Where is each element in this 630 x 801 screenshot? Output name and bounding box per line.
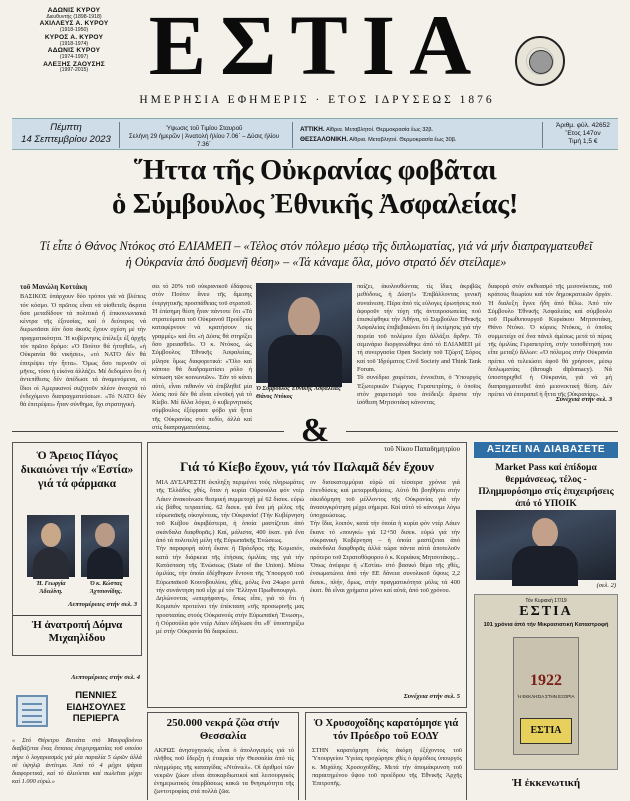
photo-kostas	[81, 515, 129, 577]
promo-title: ΕΣΤΙΑ	[519, 604, 573, 619]
perierga-title[interactable]: ΠΕΝΝΙΕΣ ΕΙΔΗΣΟΥΛΕΣ ΠΕΡΙΕΡΓΑ	[66, 690, 126, 724]
issue-price: Τιμή 1,5 €	[568, 138, 598, 145]
founder: ΑΧΙΛΛΕΥΣ Α. ΚΥΡΟΥ (1918-1950)	[39, 20, 109, 34]
book-label: ΕΣΤΙΑ	[520, 718, 572, 744]
sun-times: Σελήνη 29 ἡμερῶν | Ἀνατολή ἡλίου 7.06΄ – Δύσις ἡλίου 7.36΄	[128, 133, 280, 148]
aksizei-header: ΑΞΙΖΕΙ ΝΑ ΔΙΑΒΑΣΕΤΕ	[474, 442, 618, 458]
photo-ntokos	[256, 283, 352, 383]
feast-sun-info	[124, 125, 284, 149]
main-col-1: τοῦ Μανώλη Κοττάκη ΒΑΣΙΚΟΣ ὑπάρχουν δύο τρόποι γιά νά βλέπεις τόν κόσμο. Ὁ πρῶτος εἶναι νά υἱοθετεῖς ἄκριτα ὅσα μεταδίδουν τά πολιτικά ἤ ἐπικοινωνιακά κέντρα τῆς ἐξουσίας, καί ὁ δεύτερος νά διερωτᾶσαι ἐάν ὅσα ἀκοῦς ἔχουν σχέση μέ τήν πραγματικότητα. Ἡ κυβέρνησις ἐπέλεξε ἐξ ἀρχῆς τόν πρῶτο δρόμο: «Ὁ Πούτιν θά ἡττηθεῖ», «ἡ Οὐκρανία θά νικήσει», «τό ΝΑΤΟ δέν θά ἐπιτρέψει τήν ἧττα». Ὅμως ὅσο περνοῦν οἱ μῆνες, τόσο ἡ εἰκόνα ἀλλάζει. Μέ δεδομένο ὅτι ἡ ἀντεπίθεσις δέν ἀπέδωσε τά ἀναμενόμενα, οἱ ἴδιοι οἱ Ἀμερικανοί συζητοῦν πλέον ἀνοιχτά τό ἐνδεχόμενο διαπραγματεύσεων. «Τό ΝΑΤΟ δέν θά ἐπιτρέψει» ἦταν σύνθημα, ὄχι στρατηγική.	[20, 283, 146, 409]
perierga-text: « Στό Θέρετρο Βιτεάτα στό Μαυροβούνιο διαβάζεται ἕνας ἔπταιος ἐπιχειρηματίας τοῦ οποίου πήρε ὁ λογαριασμός γιά μία παραλία 5 ὡρῶν ἀλλά σὲ ὑψηλῷ ἀντίτιμο. Ἀπό τό 4 μέχρι ψάρια διαφορετικά, καί τό ἀλιεύεται καί πωλεῖται μέχρι καί 1.000 εὐρώ.»	[12, 737, 142, 786]
seal-logo-icon	[515, 36, 565, 86]
main-continued[interactable]: Συνέχεια στήν σελ. 3	[555, 396, 612, 403]
newspaper-icon	[16, 695, 48, 727]
info-bar	[12, 118, 618, 150]
promo-small: Τόν Κυριακή 17/19	[525, 598, 567, 604]
damon-title[interactable]: Ἡ ἀνατροπή Δόμνα Μιχαηλίδου	[31, 619, 123, 644]
divider	[13, 615, 141, 616]
areios-title[interactable]: Ὁ Ἄρειος Πάγος δικαιώνει τήν «Ἑστία» γιά τά φάρμακα	[20, 450, 134, 490]
xrysoxoidis-text: ΣΤΗΝ καρατόμηση ἑνός ἀκόμη ἐξέχοντος τοῦ Ὑπουργείου Ὑγείας προχώρησε χθές ὁ ἁρμόδιος ὑπουργός κ. Μιχάλης Χρυσοχοΐδης. Μετά τήν ἀπομάκρυνση τοῦ παραιτημένου ὕψου τοῦ προέδρου τῆς Ἐθνικῆς Ἀρχῆς Ἐπιτροπῆς.	[312, 747, 462, 788]
book-promo[interactable]	[474, 594, 618, 770]
date-block	[18, 122, 114, 146]
divider	[542, 122, 543, 148]
promo-sub: 101 χρόνια ἀπό τήν Μικρασιατική Καταστροφή	[483, 622, 609, 628]
kievo-box	[147, 442, 467, 708]
kievo-title[interactable]: Γιά τό Κίεβο ἔχουν, γιά τόν Παλαμᾶ δέν ἔχουν	[180, 459, 434, 474]
founder: ΑΛΕΞΗΣ ΖΑΟΥΣΗΣ (1997-2015)	[43, 60, 105, 74]
weather	[300, 125, 515, 145]
kievo-col-1: ΜΙΑ ΔΥΣΑΡΕΣΤΗ ἐκπληξη περιμένει τούς πληρωμάτες τῆς Ἑλλάδος χθές, ὅταν ἡ κυρία Οὐρσούλα φόν ντέρ Λάιεν ἀνακοίνωσε θεσμική συμμετοχή μέ 62 δισεκ. εὐρώ εἰς βάθος τετραετίας. 62 δισεκ. γιά ἕνα μή μέλος τῆς εὐρωπαϊκῆς οἰκογένειας, τήν Οὐκρανία! (Τήν Κυβέρνηση τοῦ Κιέβου ἀκριβέστερα, ἡ ὁποία μαστίζεται ἀπό σκάνδαλα διαφθορᾶς.) Καί, μάλιστα, 400 ἑκατ. γιά ἕνα ἀπό τά πολυτελή μέλη τῆς Εὐρωπαϊκῆς Ἐνώσεως. Τήν παραφορή αὐτή ἔκανε ἡ Πρόεδρος τῆς Κομισιόν, κατά τήν διάρκεια τῆς ἐτήσιας ὁμιλίας της γιά τήν Κατάσταση τῆς Ἐνώσεως (State of the Union). Μέσω ὁμιλίας, τήν ὁποία ἐδέχθηκαν ἔντονα τῆς Ὑπουργοῦ τοῦ Εὐρωπαϊκοῦ Κοινοβουλίου, χθές, μόλις ἕνα 24ωρο μετά τήν συνάντηση ποῦ εἶχε μέ τόν Ἕλληνα Πρωθυπουργό. Δηλώνοντας «υπερήφανη», ὅπως εἶπε, γιά τό ὅτι ἡ Κομισιόν προτείνει τήν ἐπέκταση «τῆς προσωρινῆς μας προστασίας στούς Οὐκρανούς στήν Εὐρωπαϊκή Ἕνωση», ἡ Οὐρσούλα φόν ντέρ Λάιεν ἐδήλωσε ὅτι «θ᾿ ὑποστηρίξω μέ στήν Οὐκρανία θά διαρκέσει.	[156, 479, 304, 636]
ekk-title[interactable]: Ἡ ἐκκενωτική	[511, 777, 581, 789]
feast-day: Ύψωσις τοῦ Τιμίου Σταυροῦ	[165, 125, 243, 132]
ampersand-ornament: &	[300, 412, 330, 449]
main-deck: Τί εἶπε ὁ Θάνος Ντόκος στό ΕΛΙΑΜΕΠ – «Τέλος στόν πόλεμο μέσῳ τῆς διπλωματίας, γιά νά μήν διαπραγματευθεῖ ἡ Οὐκρανία ἀπό δυσμενῆ θέση» – «Τά κάναμε ὅλα, μόνο στρατό δέν στείλαμε»	[39, 239, 593, 269]
zoa-title[interactable]: 250.000 νεκρά ζῶα στήν Θεσσαλία	[166, 717, 280, 742]
founder: ΑΔΩΝΙΣ ΚΥΡΟΥ Διευθυντής (1898-1918)	[46, 7, 102, 20]
issue-number: Ἀριθμ. φύλ. 42652	[556, 122, 610, 129]
xrysoxoidis-box	[305, 712, 467, 800]
book-series: Ἡ ΕΚΚΛΗΣΙΑ ΣΤΗΝ ΕΞΟΡΙΑ	[517, 694, 575, 699]
zoa-text: ΑΚΡΩΣ ἀνησυχητικός εἶναι ὁ ἀπολογισμός γιά τό πλῆθος ποῦ ἔδερξη ἡ ἐταιρεία τήν Θεσσαλία ἀπό τίς πλημμύρες τῆς καταιγίδας «Ντάνιελ». Οἱ ἀριθμοί τῶν νεκρῶν ζώων εἶναι ἀποκαρδιωτικοί καί λειτουργικός ἐνημερωτικός ὑπερβάσεως κακῶ τα θνησιμότητα τῆς ζωντοτροφίας στά πολλά ζῶα.	[154, 747, 294, 796]
founders-list	[18, 8, 130, 75]
weather-thessaloniki: ΘΕΣΣΑΛΟΝΙΚΗ. Αἴθρια. Μεταβλητοί. Θερμοκρασία ἕως 30β.	[300, 136, 457, 143]
book-cover	[513, 637, 579, 755]
zoa-box	[147, 712, 299, 800]
divider	[12, 431, 284, 432]
byline: τοῦ Μανώλη Κοττάκη	[20, 283, 88, 291]
masthead-title[interactable]: ΕΣΤΙΑ	[148, 0, 486, 93]
areios-pagos-box	[12, 442, 142, 656]
caption-left: Ἡ. Γεωργία Ἀδειλίνη.	[36, 581, 66, 595]
photo-georgia	[27, 515, 75, 577]
divider	[346, 431, 618, 432]
book-year: 1922	[530, 672, 562, 689]
main-headline[interactable]: ῞Ηττα τῆς Οὐκρανίας φοβᾶται ὁ Σύμβουλος Ἐθνικῆς Ἀσφαλείας!	[111, 155, 519, 220]
kievo-continued[interactable]: Συνέχεια στήν σελ. 5	[403, 693, 460, 700]
kievo-col-2: ον δισεκατομμύρια εὐρώ σέ τέσσερα χρόνια γιά ἐπενδύσεις καί μεταρρυθμίσεις. Αὐτό θά βοηθήσει στήν οἰκοδόμηση τοῦ μέλλοντος τῆς Οὐκρανίας γιά τήν ἀνασυγκρότηση μέχρι σήμερα. Καί αὐτό τό κάνουμε λόγω ὑποχρεώσεως. Τήν ἴδια, λοιπόν, κατά τήν ὁποία ἡ κυρία φόν ντέρ Λάιεν ἔκανε τό «πουγκί» γιά 12+50 δισεκ. εὐρώ γιά τήν οὐκρανική Κυβέρνηση – ἡ ὁποία μαστίζεται ἀπό σκάνδαλα διαφθορᾶς ἀλλά τώρα πάντα αὐτά ἀποτελοῦν πρότερο τοῦ Στρατοθόφορου ὁ κ. Κυριάκος Μητσοτάκης... Ὅπως ἀνέφερε ἡ «Ἑστία» στό βασικό θέμα τῆς χθές, ἐνσωματώνει ἀπό τήν ΕΕ δάνεια συνολικοῦ ὕψους 2,2 δισεκ., πλήν, ὅμως, στήν πραγματικότητα μόλις τά 400 ἑκατ. θά εἶναι χρήματα μόνο καί αὐτά, ἀπό τοῦ χρόνου.	[310, 479, 460, 594]
aksizei-page[interactable]: (σελ. 2)	[596, 582, 616, 589]
aksizei-title[interactable]: Market Pass καί ἐπίδομα θερμάνσεως, τέλος - Πλημμυρόσημο στίς ἐπιχειρήσεις ἀπό τό ΥΠΟΙΚ	[478, 463, 614, 509]
main-col-2: σει τό 20% τοῦ οὐκρανικοῦ ἐδάφους στόν Πούτιν ἄνευ τῆς ἄμεσης ἐνεργητικῆς προσπάθειας τοῦ στρατοῦ. Ἡ ἐπίσημη θέση ἦταν πάντοτε ὅτι «Τά στρατεύματα τοῦ Οὐκρανοῦ Προέδρου καταφέρνουν νά κρατήσουν τίς γραμμές» καί ὅτι «ἡ Δύσις θά στηρίξει ὅσο χρειασθεῖ». Ὁ κ. Ντόκος, ὡς Σύμβουλος Ἐθνικῆς Ἀσφαλείας, μίλησε ὅμως διαφορετικά: «Ὅλο καί κάποιο θά διαδραματίσει ρόλο ἡ κόπωση τῶν κοινωνιῶν». Ἐάν τό κάνει αὐτό, εἶναι πιθανόν νά ἐπιβληθεῖ μία λύσις πού δέν θά εἶναι εὐνοϊκή γιά τό Κίεβο. Μέ ἄλλα λόγια, ὁ κυβερνητικός σύμβουλος ἐξέφρασε φόβο γιά ἧττα τῆς Οὐκρανίας στό πεδίο, ἀλλά καί στίς διαπραγματεύσεις.	[152, 283, 252, 432]
photo-minister	[476, 510, 616, 580]
divider	[119, 122, 120, 148]
main-col-4: διαφορά στόν σκθεασμό τῆς μεσονύκτιας, τοῦ κράτους θεωρίου καί τόν δημοκρατικῶν ὄργάν. Ἡ διαλεξη ἔγινε ἤδη ἀπό θέλω. Ἀπό τόν Σύμβουλο Ἐθνικῆς Ἀσφαλείας καί σύμβουλο τοῦ Πρωθυπουργοῦ Κυριάκου Μητσοτάκη, Θάνο Ντόκο. Ὁ κύριος Ντόκος, ὁ ὁποῖος συμμετείχε σέ ὅνα πάνελ ἀμέσως μετά τό πέρας τῆς ὁμιλίας Γεραπετρίτη, στήν τοποθέτησή του εἶπε μεταξύ ἄλλων: «Ὁ πόλεμος στήν Οὐκρανία πρέπει νά τελειώσει ἀφοῦ θά χρήσουν, μέσῳ διπλωματίας (through diplomacy). Νά ὑποστηριχθεῖ ἡ Οὐκρανία, γιά νά μή διαπραγματευθεῖ ἀπό μειονεκτική θέση. Δέν πρέπει νά ἐπιτραπεῖ ἡ ἧττα τῆς Οὐκρανίας».	[488, 283, 612, 398]
main-col-3: παίζει, ἀκολουθώντας τίς ἴδιες ἀκριβῶς μεθόδους, ἡ Δύση!» Ἐπιβάλλοντας γενικῆ συναίνεση. Πέρα ἀπό τίς εὐλογες ἐρωτήσεις πού ἀφοροῦν τήν τύχη τῆς ἀντιπροσωπείας πού ἐπισκέφθηκε τήν Ἀθήνα, τό Συμβούλιο Ἐθνικῆς Ἀσφαλείας ἐπιβεβαιώνει ὅτι ἡ ἐκτίμησις γιά τήν πορεία τοῦ πολέμου ἔχει ἀλλάξει ἄρδην. Τό σεμινάριο διοργανώθηκε ἀπό τό ΕΛΙΑΜΕΠ μέ τή συνεργασία Open Society τοῦ Τζώρτζ Σόρος καί τοῦ Ἱδρύματος Civil Society and Think Tank Forum. Τό συνέδριο χαιρέτισε, ἐννοεῖται, ὁ Ὑπουργός Ἐξωτερικῶν Γιώργος Γεραπετρίτης, ὁ ὁποῖος στόν χαιρετισμό του ἀνέδειξε ἄριστα τήν ἰσόθεση Μητσοτάκη κάνοντας	[357, 283, 481, 407]
issue-info	[552, 122, 614, 146]
date: 14 Σεπτεμβρίου 2023	[21, 134, 111, 145]
damon-continued[interactable]: Λεπτομέρειες στήν σελ. 4	[71, 674, 140, 681]
weekday: Πέμπτη	[50, 122, 82, 133]
caption-right: Ὁ κ. Κώστας Ἀχτσιονίδης.	[89, 581, 123, 595]
areios-continued[interactable]: Λεπτομέρειες στήν σελ. 3	[68, 601, 137, 608]
xrysoxoidis-title[interactable]: Ὁ Χρυσοχοΐδης καρατόμησε γιά τόν Πρόεδρο τοῦ ΕΟΔΥ	[313, 718, 459, 742]
masthead-subtitle: ΗΜΕΡΗΣΙΑ ΕΦΗΜΕΡΙΣ · ΕΤΟΣ ΙΔΡΥΣΕΩΣ 1876	[139, 94, 495, 106]
kievo-byline: τοῦ Νίκου Παπαδημητρίου	[383, 445, 460, 453]
founder: ΑΔΩΝΙΣ ΚΥΡΟΥ (1974-1997)	[47, 47, 101, 61]
photo-caption: Ὁ Σύμβουλος Ἐθνικῆς Ἀσφαλείας Θάνος Ντόκος	[256, 386, 341, 400]
weather-attica: ΑΤΤΙΚΗ. Αἴθρια. Μεταβλητοί. Θερμοκρασία ἕως 32β.	[300, 126, 434, 133]
divider	[292, 122, 293, 148]
issue-year: Ἔτος 147ον	[565, 130, 601, 137]
founder: ΚΥΡΟΣ Α. ΚΥΡΟΥ (1918-1974)	[44, 33, 104, 47]
